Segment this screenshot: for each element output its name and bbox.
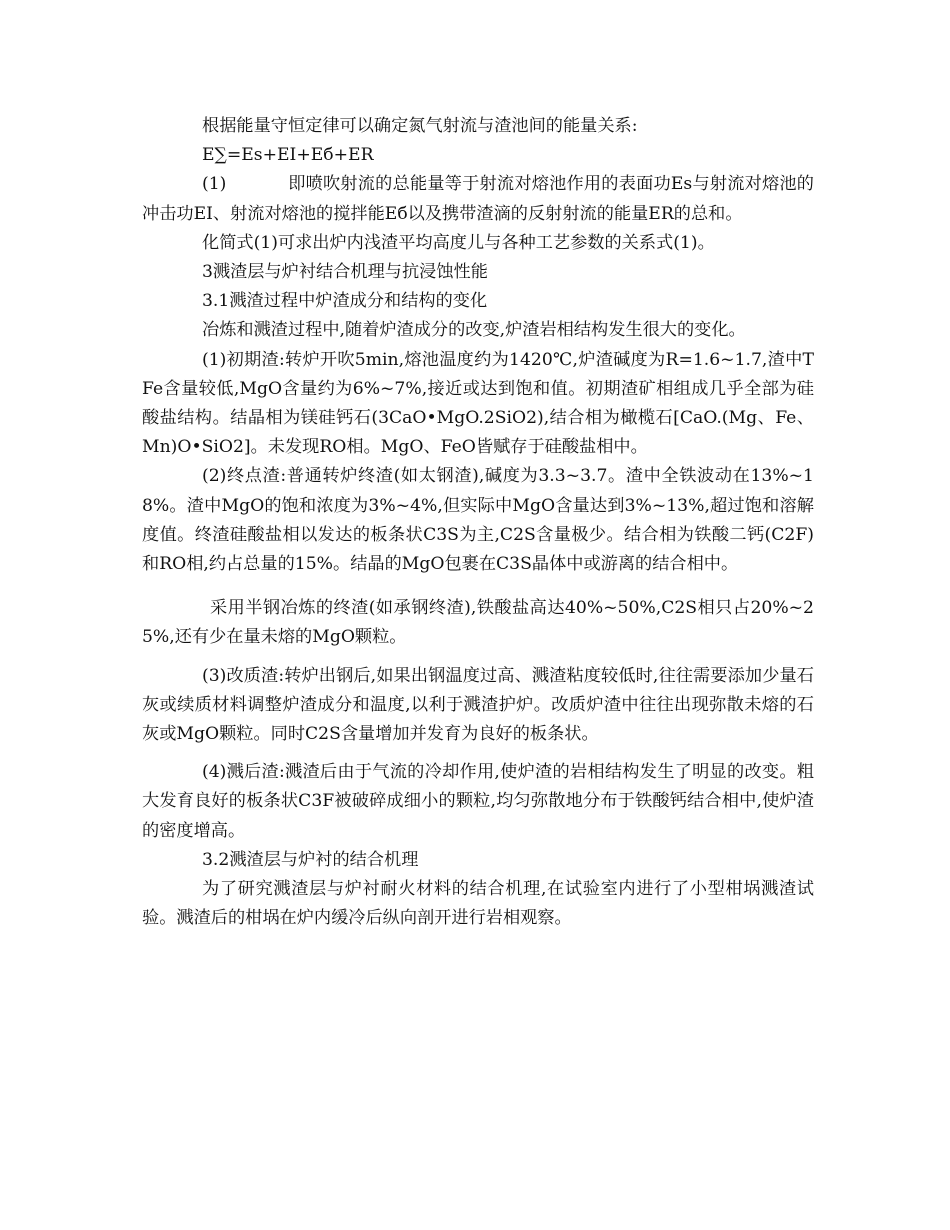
equation-number: (1) — [202, 174, 227, 195]
document-body — [142, 112, 814, 933]
paragraph-simplify: 化简式(1)可求出炉内浅渣平均高度儿与各种工艺参数的关系式(1)。 — [202, 232, 715, 253]
paragraph-energy-relation: 根据能量守恒定律可以确定氮气射流与渣池间的能量关系: — [202, 116, 638, 136]
paragraph-bonding-mechanism: 为了研究溅渣层与炉衬耐火材料的结合机理,在试验室内进行了小型柑埚溅渣试验。溅渣后的柑埚在炉内缓冷后纵向剖开进行岩相观察。 — [142, 879, 814, 929]
section-heading-3: 3溅渣层与炉衬结合机理与抗浸蚀性能 — [202, 262, 488, 283]
paragraph-semi-steel-slag: 采用半钢冶炼的终渣(如承钢终渣),铁酸盐高达40%~50%,C2S相只占20%~25%,还有少在量未熔的MgO颗粒。 — [142, 598, 814, 648]
subsection-heading-3-1: 3.1溅渣过程中炉渣成分和结构的变化 — [202, 291, 488, 312]
paragraph-post-splash-slag: (4)溅后渣:溅渣后由于气流的冷却作用,使炉渣的岩相结构发生了明显的改变。粗大发育良好的板条状C3F被破碎成细小的颗粒,均匀弥散地分布于铁酸钙结合相中,使炉渣的密度增高。 — [142, 762, 814, 841]
paragraph-energy-explanation — [142, 170, 814, 228]
paragraph-slag-change: 冶炼和溅渣过程中,随着炉渣成分的改变,炉渣岩相结构发生很大的变化。 — [202, 320, 746, 341]
paragraph-modified-slag: (3)改质渣:转炉出钢后,如果出钢温度过高、溅渣粘度较低时,往往需要添加少量石灰或续质材料调整炉渣成分和温度,以利于溅渣护炉。改质炉渣中往往出现弥散未熔的石灰或MgO颗粒。同时C2S含量增加并发育为良好的板条状。 — [142, 665, 814, 745]
paragraph-final-slag: (2)终点渣:普通转炉终渣(如太钢渣),碱度为3.3~3.7。渣中全铁波动在13%~18%。渣中MgO的饱和浓度为3%~4%,但实际中MgO含量达到3%~13%,超过饱和溶解度值。终渣硅酸盐相以发达的板条状C3S为主,C2S含量极少。结合相为铁酸二钙(C2F)和RO相,约占总量的15%。结晶的MgO包裹在C3S晶体中或游离的结合相中。 — [142, 466, 814, 575]
equation: E∑=Es+EI+Eб+ER — [202, 145, 374, 166]
paragraph-initial-slag: (1)初期渣:转炉开吹5min,熔池温度约为1420℃,炉渣碱度为R=1.6~1.7,渣中TFe含量较低,MgO含量约为6%~7%,接近或达到饱和值。初期渣矿相组成几乎全部为硅酸盐结构。结晶相为镁硅钙石(3CaO•MgO.2SiO2),结合相为橄榄石[CaO.(Mg、Fe、Mn)O•SiO2]。未发现RO相。MgO、FeO皆赋存于硅酸盐相中。 — [142, 349, 814, 458]
paragraph-text: 即喷吹射流的总能量等于射流对熔池作用的表面功Es与射流对熔池的冲击功EI、射流对熔池的搅拌能Eб以及携带渣滴的反射射流的能量ER的总和。 — [142, 174, 814, 224]
subsection-heading-3-2: 3.2溅渣层与炉衬的结合机理 — [202, 849, 419, 870]
